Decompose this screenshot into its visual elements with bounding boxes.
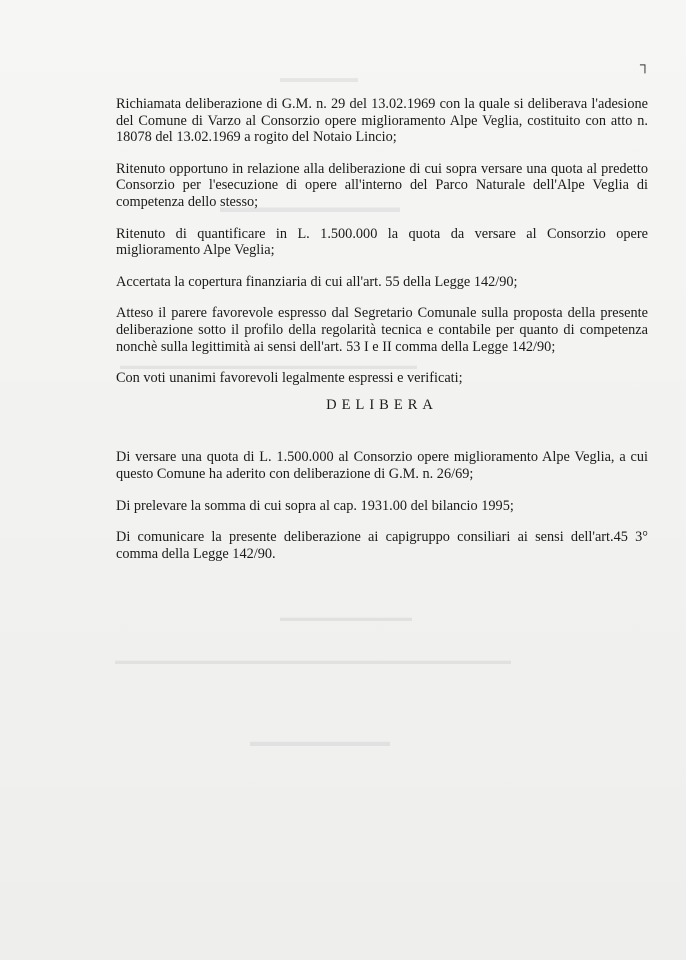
bleed-through-decoration: ▬▬▬▬▬▬ xyxy=(280,70,358,85)
resolution-item-3: Di comunicare la presente deliberazione ai capigruppo consiliari ai sensi dell'art.45 3° comma della Legge 142/90. xyxy=(116,529,648,562)
corner-mark: ┐ xyxy=(640,58,650,73)
bleed-through-decoration: ▬▬▬▬▬▬▬▬▬▬ xyxy=(250,735,390,750)
premise-paragraph-3: Ritenuto di quantificare in L. 1.500.000 la quota da versare al Consorzio opere miglioramento Alpe Veglia; xyxy=(116,225,648,259)
premise-paragraph-5: Atteso il parere favorevole espresso dal Segretario Comunale sulla proposta della presente deliberazione sotto il profilo della regolarità tecnica e contabile per quanto di competenza nonchè sulla legittimità ai sensi dell'art. 53 I e II comma della Legge 142/90; xyxy=(116,305,648,355)
bleed-through-decoration: ▬▬▬▬▬▬▬▬▬▬▬▬ xyxy=(280,612,412,624)
resolution-item-2: Di prelevare la somma di cui sopra al cap. 1931.00 del bilancio 1995; xyxy=(116,497,514,514)
premise-paragraph-2: Ritenuto opportuno in relazione alla deliberazione di cui sopra versare una quota al predetto Consorzio per l'esecuzione di opere all'interno del Parco Naturale dell'Alpe Veglia di competenza dello stesso; xyxy=(116,160,648,210)
bleed-through-decoration: ▬▬▬▬▬▬▬▬▬▬▬▬▬▬▬▬▬▬▬▬▬▬▬▬▬▬▬ xyxy=(120,360,417,372)
premise-paragraph-4: Accertata la copertura finanziaria di cui all'art. 55 della Legge 142/90; xyxy=(116,273,518,290)
deliberation-heading: DELIBERA xyxy=(326,396,438,413)
bleed-through-decoration: ▬▬▬▬▬▬▬▬▬▬▬▬ xyxy=(220,200,400,216)
resolution-item-1: Di versare una quota di L. 1.500.000 al Consorzio opere miglioramento Alpe Veglia, a cui questo Comune ha aderito con deliberazione di G.M. n. 26/69; xyxy=(116,449,648,482)
premise-paragraph-6: Con voti unanimi favorevoli legalmente espressi e verificati; xyxy=(116,370,463,387)
bleed-through-decoration: ▬▬▬▬▬▬▬▬▬▬▬▬▬▬▬▬▬▬▬▬▬▬▬▬▬▬▬▬▬▬▬▬▬▬▬▬ xyxy=(115,655,511,667)
premise-paragraph-1: Richiamata deliberazione di G.M. n. 29 del 13.02.1969 con la quale si deliberava l'adesione del Comune di Varzo al Consorzio opere miglioramento Alpe Veglia, costituito con atto n. 18078 del 13.02.1969 a rogito del Notaio Lincio; xyxy=(116,96,648,146)
deliberation-body xyxy=(116,96,648,577)
